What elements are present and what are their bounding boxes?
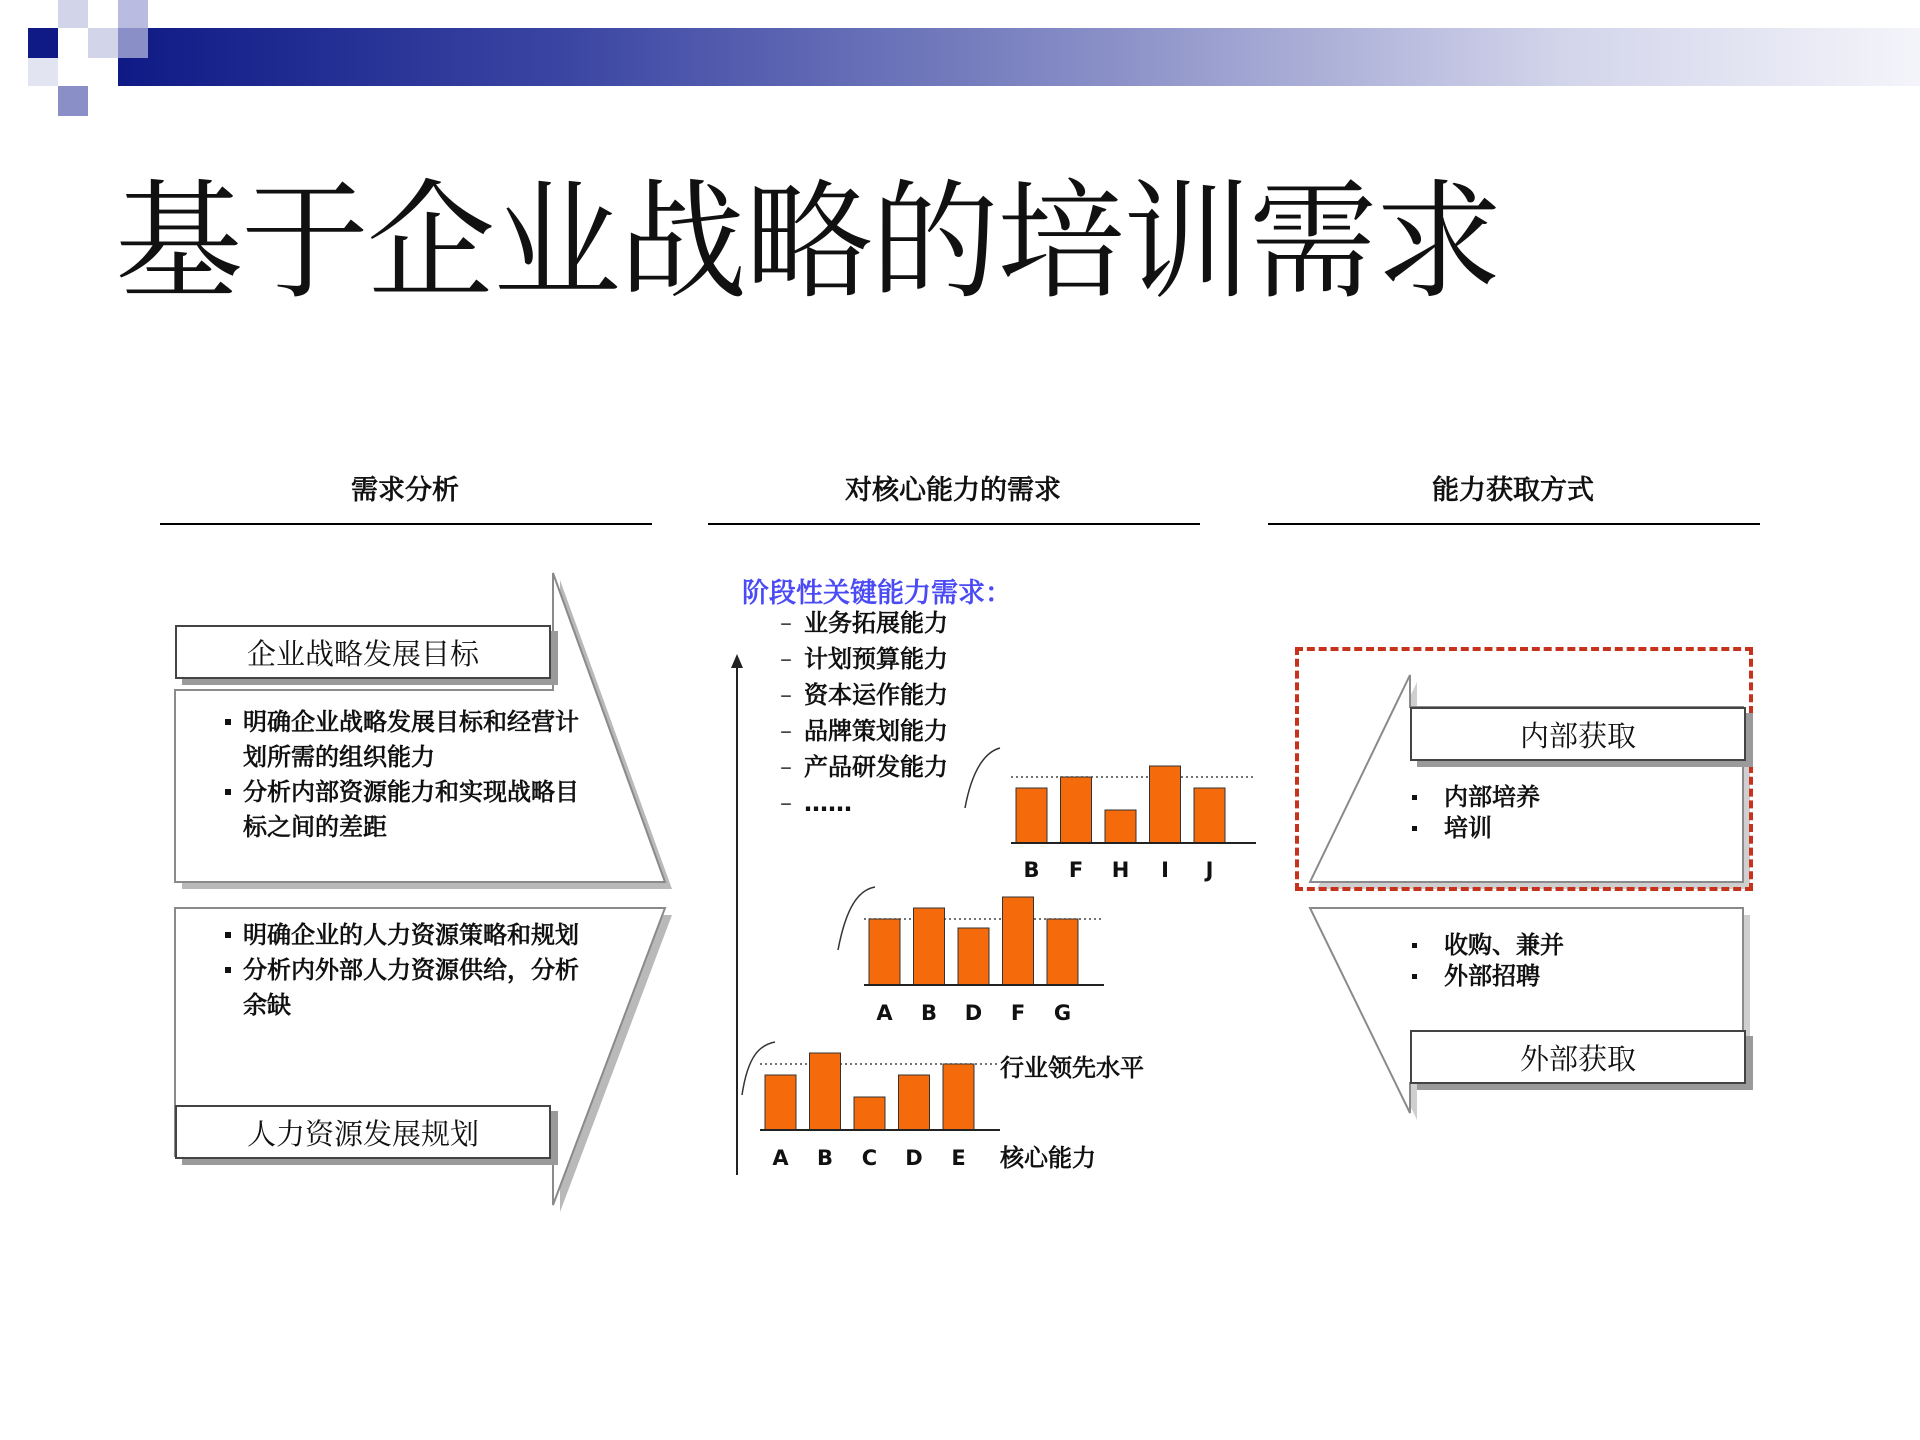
chart-bar bbox=[914, 908, 945, 985]
list-item: 内部培养 bbox=[1408, 782, 1708, 813]
strategy-goal-label: 企业战略发展目标 bbox=[175, 625, 551, 679]
stage-requirement-title: 阶段性关键能力需求： bbox=[742, 578, 1012, 609]
chart-bar bbox=[765, 1075, 796, 1130]
stage-requirement-list bbox=[780, 605, 948, 821]
list-item: 分析内外部人力资源供给，分析余缺 bbox=[225, 953, 595, 1023]
list-item: 收购、兼并 bbox=[1408, 930, 1708, 961]
list-item: – 计划预算能力 bbox=[780, 645, 948, 673]
list-item: 外部招聘 bbox=[1408, 961, 1708, 992]
list-item: 明确企业的人力资源策略和规划 bbox=[225, 918, 595, 953]
list-item-label: 计划预算能力 bbox=[804, 645, 948, 673]
list-item: – 资本运作能力 bbox=[780, 681, 948, 709]
chart-bar bbox=[899, 1075, 930, 1130]
external-acquisition-items bbox=[1408, 930, 1708, 992]
chart-tick-label: C bbox=[861, 1146, 878, 1170]
list-item: – 品牌策划能力 bbox=[780, 717, 948, 745]
chart-tick-label: D bbox=[964, 1001, 983, 1025]
chart-axis-arrowhead bbox=[731, 654, 743, 668]
core-ability-label: 核心能力 bbox=[1000, 1144, 1096, 1172]
growth-curve bbox=[965, 748, 1000, 808]
chart-bar bbox=[958, 928, 989, 985]
leading-level-label: 行业领先水平 bbox=[1000, 1054, 1144, 1082]
chart-bar bbox=[810, 1053, 841, 1130]
chart-tick-label: B bbox=[816, 1146, 834, 1170]
list-item: 培训 bbox=[1408, 813, 1708, 844]
chart-bar bbox=[1194, 788, 1225, 843]
chart-tick-label: B bbox=[920, 1001, 938, 1025]
chart-bar bbox=[1061, 777, 1092, 843]
chart-bar bbox=[1003, 897, 1034, 985]
list-item: – …… bbox=[780, 789, 852, 817]
chart-tick-label: H bbox=[1111, 858, 1130, 882]
chart-tick-label: A bbox=[772, 1146, 789, 1170]
column-heading-demand-analysis: 需求分析 bbox=[351, 475, 459, 506]
chart-tick-label: E bbox=[951, 1146, 966, 1170]
list-item: – 产品研发能力 bbox=[780, 753, 948, 781]
external-acquisition-label: 外部获取 bbox=[1410, 1030, 1746, 1084]
chart-bar bbox=[854, 1097, 885, 1130]
list-item: – 业务拓展能力 bbox=[780, 609, 948, 637]
chart-tick-label: G bbox=[1053, 1001, 1072, 1025]
column-heading-core-ability: 对核心能力的需求 bbox=[845, 475, 1061, 506]
chart-tick-label: F bbox=[1010, 1001, 1026, 1025]
bar-charts bbox=[760, 766, 1256, 1170]
chart-tick-label: A bbox=[876, 1001, 893, 1025]
internal-acquisition-items bbox=[1408, 782, 1708, 844]
list-item-label: 资本运作能力 bbox=[804, 681, 948, 709]
chart-tick-label: I bbox=[1161, 858, 1169, 882]
list-item-label: 品牌策划能力 bbox=[804, 717, 948, 745]
strategy-goal-bullets bbox=[225, 705, 595, 845]
list-item: 分析内部资源能力和实现战略目标之间的差距 bbox=[225, 775, 595, 845]
hr-strategy-bullets bbox=[225, 918, 595, 1023]
chart-tick-label: D bbox=[905, 1146, 923, 1170]
chart-tick-label: J bbox=[1205, 858, 1214, 882]
internal-acquisition-highlight-frame bbox=[1295, 647, 1753, 891]
chart-bar bbox=[943, 1064, 974, 1130]
internal-acquisition-label: 内部获取 bbox=[1410, 707, 1746, 761]
list-item-label: 产品研发能力 bbox=[804, 753, 948, 781]
list-item: 明确企业战略发展目标和经营计划所需的组织能力 bbox=[225, 705, 595, 775]
list-item-label: 业务拓展能力 bbox=[804, 609, 948, 637]
list-item-label: …… bbox=[804, 789, 852, 817]
chart-bar bbox=[1150, 766, 1181, 843]
hr-plan-label: 人力资源发展规划 bbox=[175, 1105, 551, 1159]
chart-tick-label: F bbox=[1068, 858, 1084, 882]
chart-bar bbox=[1105, 810, 1136, 843]
chart-bar bbox=[1016, 788, 1047, 843]
column-heading-acquisition: 能力获取方式 bbox=[1432, 475, 1594, 506]
chart-bar bbox=[869, 919, 900, 985]
chart-bar bbox=[1047, 919, 1078, 985]
slide-title: 基于企业战略的培训需求 bbox=[115, 168, 1502, 317]
chart-tick-label: B bbox=[1023, 858, 1040, 882]
